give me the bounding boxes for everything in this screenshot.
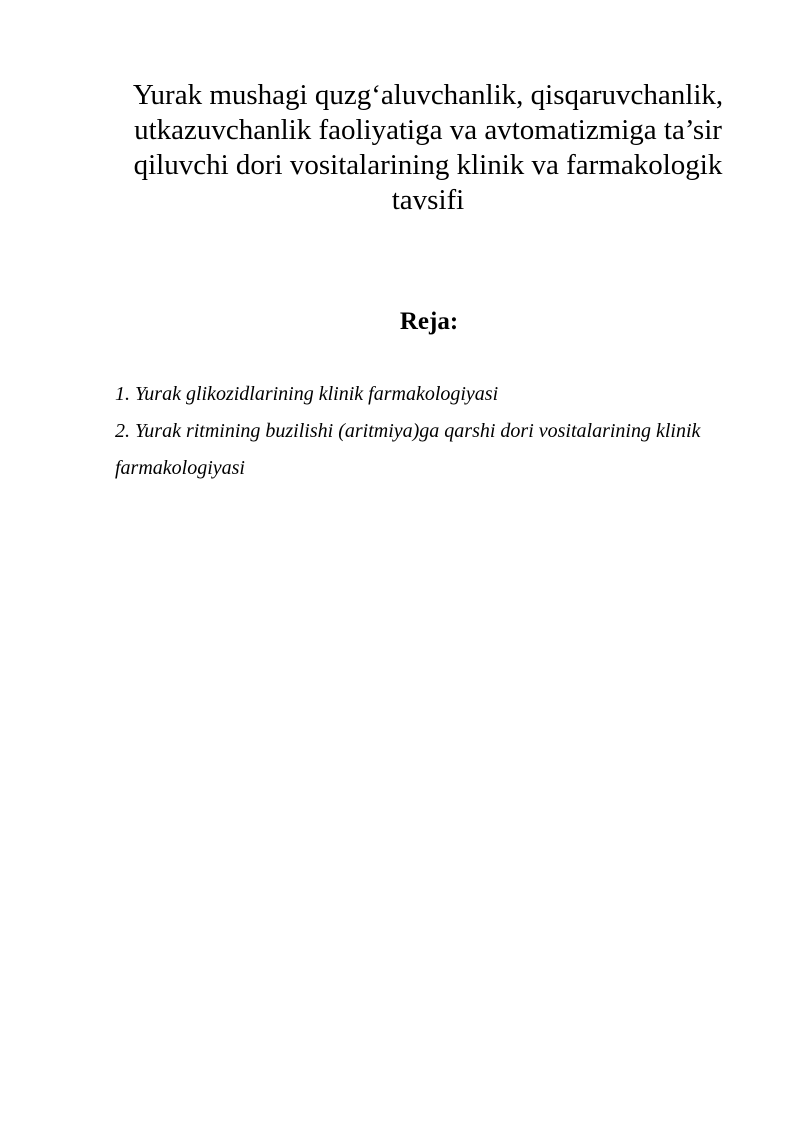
- plan-list: [115, 376, 755, 487]
- document-title-line: qiluvchi dori vositalarining klinik va farmakologik: [133, 149, 723, 181]
- document-title-line: tavsifi: [391, 184, 465, 216]
- plan-item: 1. Yurak glikozidlarining klinik farmakologiyasi: [115, 383, 499, 405]
- plan-item: 2. Yurak ritmining buzilishi (aritmiya)ga qarshi dori vositalarining klinik farmakologiyasi: [115, 420, 701, 479]
- document-title: [112, 78, 744, 218]
- document-title-line: utkazuvchanlik faoliyatiga va avtomatizmiga ta’sir: [134, 114, 722, 146]
- plan-heading: Reja:: [399, 308, 459, 335]
- document-title-line: Yurak mushagi quzg‘aluvchanlik, qisqaruvchanlik,: [132, 79, 724, 111]
